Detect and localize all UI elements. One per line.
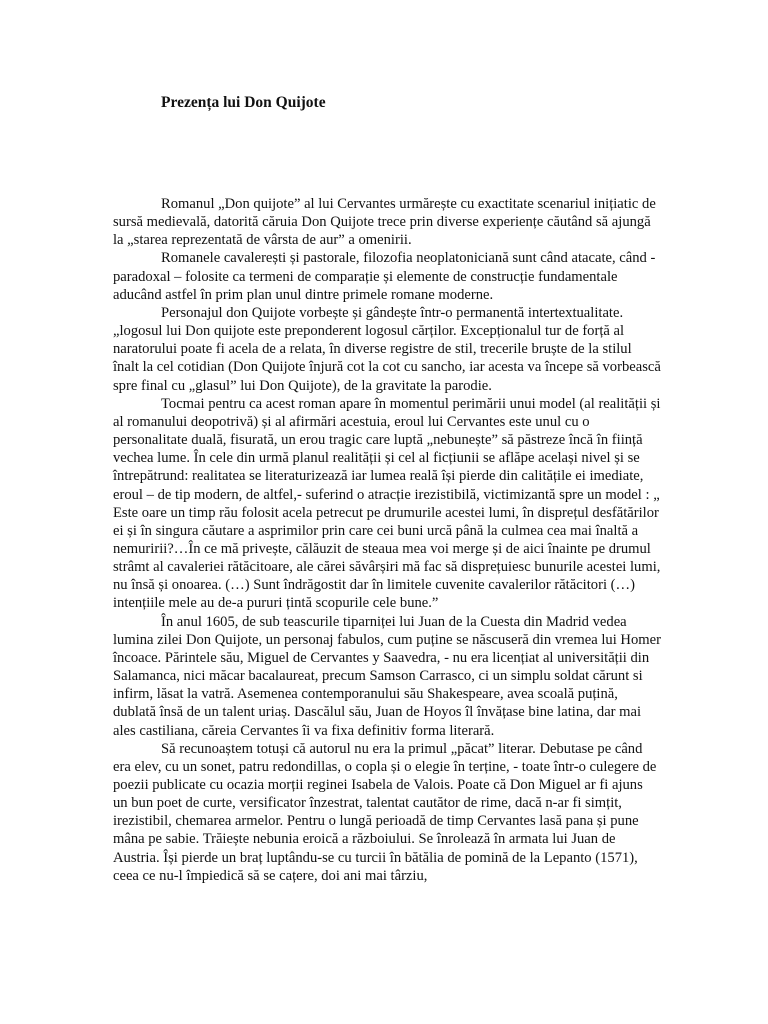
- document-body: [113, 195, 661, 885]
- paragraph-literary-debut: Să recunoaștem totuși că autorul nu era la primul „păcat” literar. Debutase pe când era elev, cu un sonet, patru redondillas, o copla și o elegie în terține, - toate într-o culegere de poezii publicate cu ocazia morții reginei Isabela de Valois. Poate că Don Miguel ar fi ajuns un bun poet de curte, versificator înzestrat, talentat cautător de rime, dacă n-ar fi simțit, irezistibil, chemarea armelor. Pentru o lungă perioadă de timp Cervantes lasă pana și pune mâna pe sabie. Trăiește nebunia eroică a războiului. Se înrolează în armata lui Juan de Austria. Își pierde un braț luptându-se cu turcii în bătălia de pomină de la Lepanto (1571), ceea ce nu-l împiedică să se cațere, doi ani mai târziu,: [113, 740, 657, 884]
- document-title: Prezența lui Don Quijote: [161, 94, 326, 111]
- paragraph-intertextuality: Personajul don Quijote vorbește și gândește într-o permanentă intertextualitate. „logosul lui Don quijote este preponderent logosul cărților. Excepționalul tur de forță al naratorului poate fi acela de a relata, în diverse registre de stil, trecerile bruște de la stilul înalt la cel cotidian (Don Quijote înjură cot la cot cu sancho, iar acesta va începe să vorbească spre final cu „glasul” lui Don Quijote), de la gravitate la parodie.: [113, 304, 661, 394]
- paragraph-1605: În anul 1605, de sub teascurile tiparniței lui Juan de la Cuesta din Madrid vedea lumina zilei Don Quijote, un personaj fabulos, cum puține se născuseră din vremea lui Homer încoace. Părintele său, Miguel de Cervantes y Saavedra, - nu era licențiat al universității din Salamanca, nici măcar bacalaureat, precum Samson Carrasco, ci un simplu soldat cărunt si infirm, lăsat la vatră. Asemenea contemporanului său Shakespeare, avea scoală puțină, dublată însă de un talent uriaș. Dascălul său, Juan de Hoyos îl învățase bine latina, dar mai ales castiliana, căreia Cervantes îi va fixa definitiv forma literară.: [113, 613, 661, 739]
- paragraph-dual-hero: Tocmai pentru ca acest roman apare în momentul perimării unui model (al realității și al romanului deopotrivă) și al afirmări acestuia, eroul lui Cervantes este unul cu o personalitate duală, fisurată, un erou tragic care luptă „nebunește” să păstreze încă în ființă vechea lume. În cele din urmă planul realității și cel al ficțiunii se aflăpe același nivel și se întrepătrund: realitatea se literaturizează iar lumea reală își pierde din calitățile ei imediate, eroul – de tip modern, de altfel,- suferind o atracție irezistibilă, victimizantă spre un model : „ Este oare un timp rău folosit acela petrecut pe drumurile acestei lumi, în disprețul desfătărilor ei și în singura căutare a asprimilor prin care cei buni urcă până la culmea cea mai înaltă a nemuririi?…În ce mă privește, călăuzit de steaua mea voi merge și de aici înainte pe drumul strâmt al cavaleriei rătăcitoare, ale cărei săvârșiri mă fac să disprețuiesc bunurile acestei lumi, nu însă și onoarea. (…) Sunt îndrăgostit dar în limitele cuvenite cavalerilor rătăcitori (…) intențiile mele au de-a pururi țintă scopurile cele bune.”: [113, 395, 661, 612]
- paragraph-romances: Romanele cavalerești și pastorale, filozofia neoplatoniciană sunt când atacate, când - paradoxal – folosite ca termeni de comparație și elemente de construcție fundamentale aducând astfel în prim plan unul dintre primele romane moderne.: [113, 250, 656, 303]
- paragraph-intro: Romanul „Don quijote” al lui Cervantes urmărește cu exactitate scenariul inițiatic de sursă medievală, datorită căruia Don Quijote trece prin diverse experiențe căutând să ajungă la „starea reprezentată de vârsta de aur” a omenirii.: [113, 196, 656, 249]
